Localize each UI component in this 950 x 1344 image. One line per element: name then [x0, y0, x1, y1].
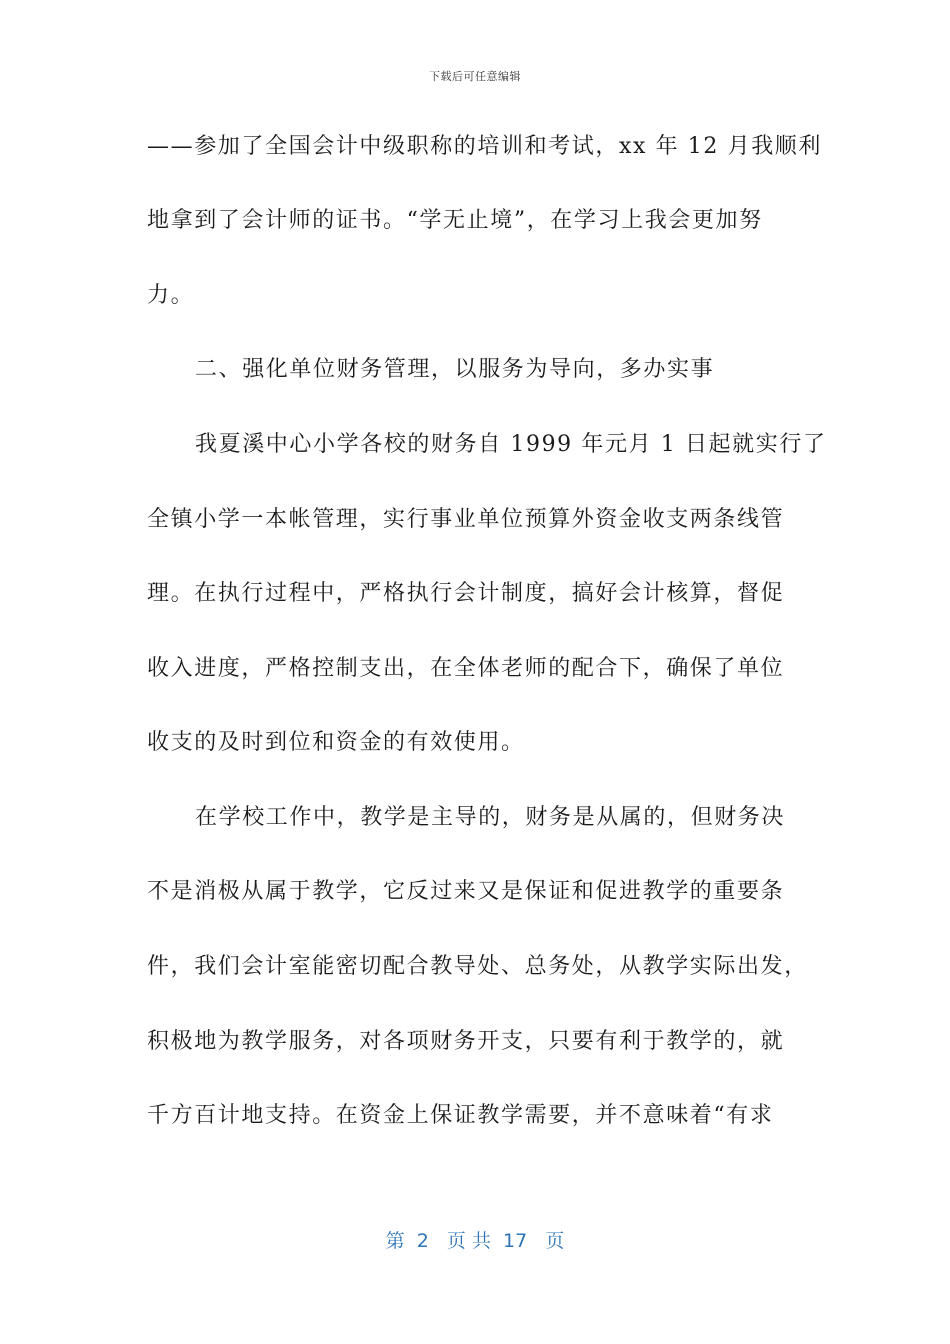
text-line: 地拿到了会计师的证书。“学无止境”，在学习上我会更加努 — [147, 208, 763, 233]
text-line: 我夏溪中心小学各校的财务自 1999 年元月 1 日起就实行了 — [195, 432, 827, 457]
text-line: 千方百计地支持。在资金上保证教学需要，并不意味着“有求 — [147, 1103, 774, 1128]
text-line: 件，我们会计室能密切配合教导处、总务处，从教学实际出发， — [147, 954, 808, 979]
text-line: 全镇小学一本帐管理，实行事业单位预算外资金收支两条线管 — [147, 507, 785, 532]
text-line: ——参加了全国会计中级职称的培训和考试，xx 年 12 月我顺利 — [147, 134, 822, 159]
text-line: 积极地为教学服务，对各项财务开支，只要有利于教学的，就 — [147, 1029, 785, 1054]
text-line: 理。在执行过程中，严格执行会计制度，搞好会计核算，督促 — [147, 581, 785, 606]
text-line: 收支的及时到位和资金的有效使用。 — [147, 730, 525, 755]
text-line: 力。 — [147, 283, 195, 308]
section-heading: 二、强化单位财务管理，以服务为导向，多办实事 — [195, 357, 715, 382]
text-line: 不是消极从属于教学，它反过来又是保证和促进教学的重要条 — [147, 879, 785, 904]
text-line: 收入进度，严格控制支出，在全体老师的配合下，确保了单位 — [147, 656, 785, 681]
header-note: 下载后可任意编辑 — [429, 70, 521, 83]
page-number-footer: 第 2 页 共 17 页 — [385, 1230, 565, 1252]
text-line: 在学校工作中，教学是主导的，财务是从属的，但财务决 — [195, 805, 786, 830]
